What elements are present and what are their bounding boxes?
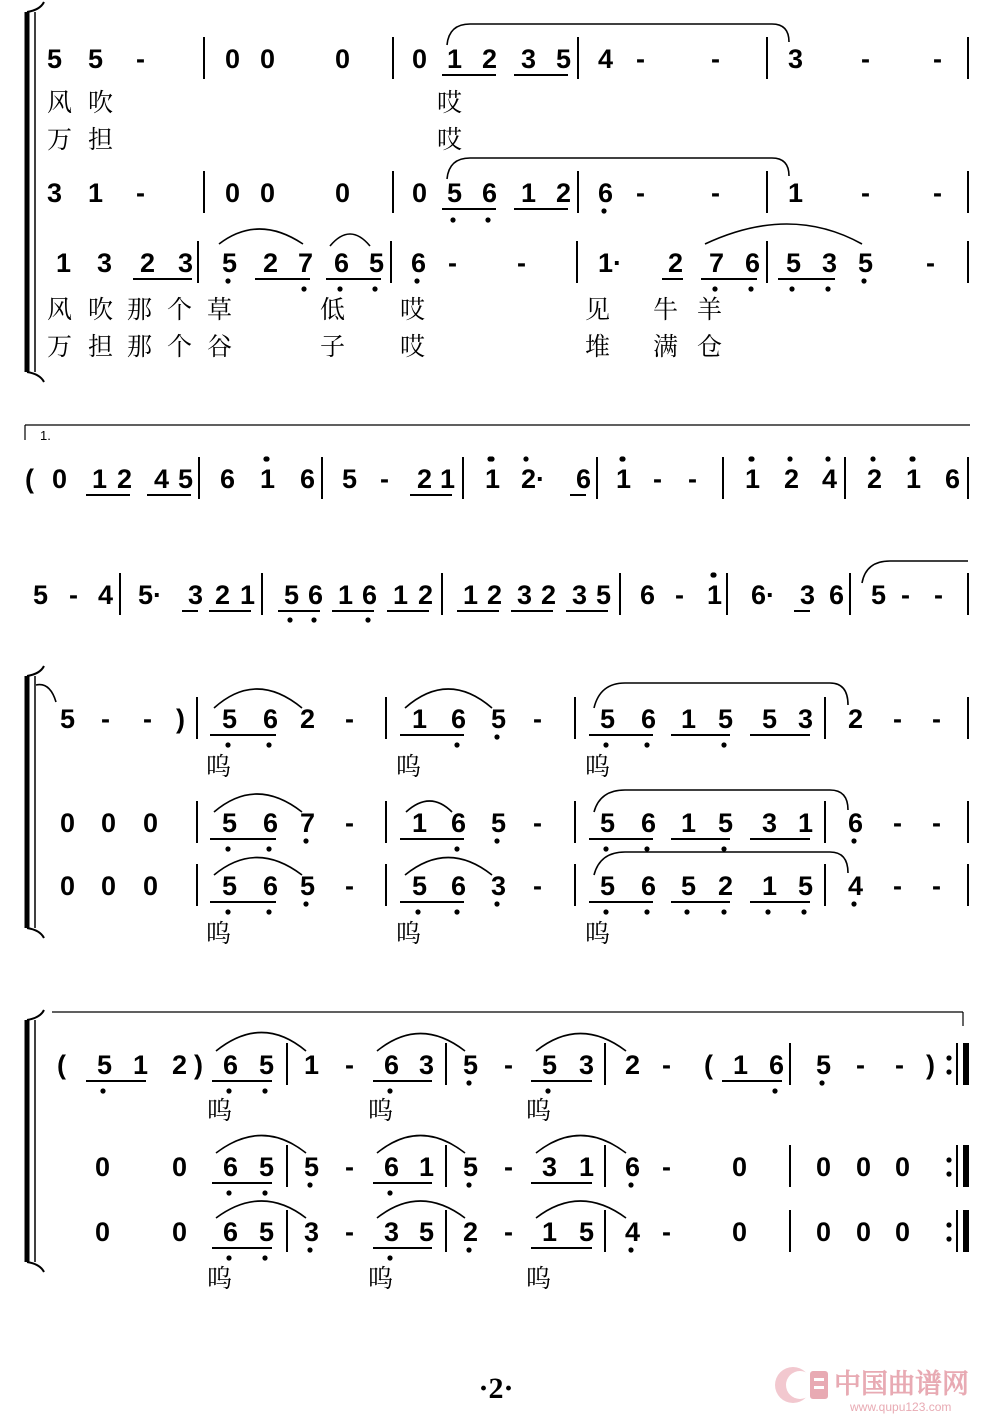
dash-note: - [345, 1050, 354, 1080]
note: 2 [117, 464, 133, 494]
note: 0 [816, 1152, 832, 1182]
dash-note: - [143, 704, 152, 734]
lyric: 万 [47, 125, 73, 154]
parenthesis: ) [176, 704, 185, 734]
note: 2 [300, 704, 316, 734]
note: 7 [300, 808, 316, 838]
dash-note: - [345, 808, 354, 838]
note: 6 [451, 871, 467, 901]
high-octave-dot [749, 456, 754, 461]
note: 5 [542, 1050, 558, 1080]
note: 3 [572, 580, 588, 610]
note: 1 [579, 1152, 595, 1182]
note: 1 [260, 464, 276, 494]
note: 6· [751, 580, 776, 610]
note: 5 [600, 704, 616, 734]
watermark-url: www.qupu123.com [850, 1400, 952, 1414]
lyric: 呜 [526, 1096, 552, 1125]
note: 6 [576, 464, 592, 494]
lyric: 个 [167, 332, 193, 361]
dash-note: - [504, 1217, 513, 1247]
note: 5 [858, 248, 874, 278]
dash-note: - [653, 464, 662, 494]
note: 6 [848, 808, 864, 838]
note: 0 [335, 44, 351, 74]
note: 3 [384, 1217, 400, 1247]
note: 6 [482, 178, 498, 208]
note: 0 [732, 1217, 748, 1247]
lyric: 草 [207, 295, 233, 324]
dash-note: - [636, 44, 645, 74]
dash-note: - [893, 871, 902, 901]
note: 5 [259, 1050, 275, 1080]
high-octave-dot [910, 456, 915, 461]
dash-note: - [933, 178, 942, 208]
note: 5 [718, 808, 734, 838]
note: 3 [47, 178, 63, 208]
note: 1 [681, 704, 697, 734]
note: 1 [412, 808, 428, 838]
dash-note: - [662, 1217, 671, 1247]
note: 0 [172, 1152, 188, 1182]
note: 2 [668, 248, 684, 278]
note: 2 [140, 248, 156, 278]
note: 2 [172, 1050, 188, 1080]
note: 5 [596, 580, 612, 610]
note: 1 [440, 464, 456, 494]
lyric: 呜 [526, 1264, 552, 1293]
note: 5 [816, 1050, 832, 1080]
note: 5 [60, 704, 76, 734]
note: 6 [945, 464, 961, 494]
note: 6 [384, 1152, 400, 1182]
note: 3 [419, 1050, 435, 1080]
dash-note: - [893, 808, 902, 838]
note: 5 [419, 1217, 435, 1247]
lyric: 那 [127, 332, 153, 361]
parenthesis: ) [194, 1050, 203, 1080]
page-number: ·2· [478, 1372, 514, 1405]
note: 0 [732, 1152, 748, 1182]
note: 5 [97, 1050, 113, 1080]
note: 3 [822, 248, 838, 278]
note: 6 [745, 248, 761, 278]
note: 3 [800, 580, 816, 610]
note: 5 [369, 248, 385, 278]
dash-note: - [533, 871, 542, 901]
lyric: 堆 [585, 332, 611, 361]
dash-note: - [662, 1152, 671, 1182]
note: 6 [220, 464, 236, 494]
note: 0 [60, 871, 76, 901]
lyric: 仓 [697, 332, 723, 361]
note: 3 [788, 44, 804, 74]
lyric: 呜 [396, 919, 422, 948]
note: 0 [335, 178, 351, 208]
note: 2 [625, 1050, 641, 1080]
note: 6 [300, 464, 316, 494]
note: 5 [556, 44, 572, 74]
note: 6 [263, 704, 279, 734]
note: 5 [463, 1152, 479, 1182]
note: 0 [225, 178, 241, 208]
note: 5 [786, 248, 802, 278]
note: 0 [101, 871, 117, 901]
lyric: 那 [127, 295, 153, 324]
note: 2 [463, 1217, 479, 1247]
high-octave-dot [620, 456, 625, 461]
dash-note: - [675, 580, 684, 610]
dash-note: - [533, 808, 542, 838]
note: 5 [222, 704, 238, 734]
dash-note: - [517, 248, 526, 278]
note: 6 [411, 248, 427, 278]
notation-layer [25, 44, 960, 1247]
note: 0 [856, 1152, 872, 1182]
note: 5 [222, 248, 238, 278]
note: 3 [798, 704, 814, 734]
note: 1 [447, 44, 463, 74]
note: 2 [418, 580, 434, 610]
high-octave-dot [264, 456, 269, 461]
note: 6 [362, 580, 378, 610]
dash-note: - [934, 580, 943, 610]
note: 2 [215, 580, 231, 610]
note: 6 [641, 871, 657, 901]
lyric: 哎 [400, 295, 426, 324]
high-octave-dot [711, 572, 716, 577]
note: 1 [521, 178, 537, 208]
note: 6 [451, 704, 467, 734]
note: 5 [463, 1050, 479, 1080]
lyric: 个 [167, 295, 193, 324]
note: 3 [762, 808, 778, 838]
note: 1 [133, 1050, 149, 1080]
note: 2 [417, 464, 433, 494]
note: 2 [487, 580, 503, 610]
note: 1 [338, 580, 354, 610]
note: 6 [598, 178, 614, 208]
note: 0 [143, 808, 159, 838]
note: 2 [556, 178, 572, 208]
note: 4 [154, 464, 170, 494]
note: 6 [308, 580, 324, 610]
dash-note: - [69, 580, 78, 610]
note: 5· [138, 580, 163, 610]
note: 1 [542, 1217, 558, 1247]
note: 0 [260, 44, 276, 74]
note: 3 [542, 1152, 558, 1182]
note: 0 [60, 808, 76, 838]
lyric: 担 [88, 332, 114, 361]
lyric: 万 [47, 332, 73, 361]
dash-note: - [504, 1152, 513, 1182]
dash-note: - [861, 44, 870, 74]
system-1-structure [27, 2, 968, 382]
volta-bracket-label: 1. [40, 428, 51, 443]
lyric: 呜 [207, 1096, 233, 1125]
dash-note: - [893, 704, 902, 734]
note: 4 [98, 580, 114, 610]
dash-note: - [895, 1050, 904, 1080]
lyric: 风 [47, 88, 73, 117]
dash-note: - [662, 1050, 671, 1080]
note: 2 [867, 464, 883, 494]
note: 4 [848, 871, 864, 901]
note: 1 [733, 1050, 749, 1080]
dash-note: - [861, 178, 870, 208]
note: 4 [598, 44, 614, 74]
note: 2 [482, 44, 498, 74]
note: 5 [762, 704, 778, 734]
note: 3 [517, 580, 533, 610]
note: 0 [895, 1217, 911, 1247]
note: 0 [143, 871, 159, 901]
note: 6 [223, 1217, 239, 1247]
note: 6 [384, 1050, 400, 1080]
note: 1 [463, 580, 479, 610]
lyric: 谷 [207, 332, 233, 361]
note: 7 [298, 248, 314, 278]
note: 1 [616, 464, 632, 494]
dash-note: - [932, 808, 941, 838]
note: 0 [816, 1217, 832, 1247]
note: 5 [579, 1217, 595, 1247]
dash-note: - [926, 248, 935, 278]
note: 0 [856, 1217, 872, 1247]
note: 1 [745, 464, 761, 494]
lyric: 子 [320, 332, 346, 361]
note: 5 [447, 178, 463, 208]
dash-note: - [688, 464, 697, 494]
lyric: 哎 [437, 88, 463, 117]
watermark-name: 中国曲谱网 [834, 1369, 969, 1400]
lyric: 担 [88, 125, 114, 154]
note: 5 [47, 44, 63, 74]
note: 1 [681, 808, 697, 838]
note: 1 [788, 178, 804, 208]
note: 3 [579, 1050, 595, 1080]
dash-note: - [932, 871, 941, 901]
dash-note: - [932, 704, 941, 734]
note: 6 [223, 1050, 239, 1080]
lyric: 哎 [400, 332, 426, 361]
note: 6 [769, 1050, 785, 1080]
dash-note: - [136, 178, 145, 208]
parenthesis: ( [25, 464, 34, 494]
note: 3 [97, 248, 113, 278]
note: 6 [641, 808, 657, 838]
note: 7 [709, 248, 725, 278]
dash-note: - [345, 871, 354, 901]
lyric: 呜 [368, 1096, 394, 1125]
note: 1 [412, 704, 428, 734]
note: 5 [300, 871, 316, 901]
dash-note: - [933, 44, 942, 74]
dash-note: - [101, 704, 110, 734]
note: 2 [263, 248, 279, 278]
note: 3 [178, 248, 194, 278]
lyric: 呜 [585, 752, 611, 781]
note: 5 [718, 704, 734, 734]
note: 1 [762, 871, 778, 901]
note: 0 [895, 1152, 911, 1182]
lyric: 呜 [207, 1264, 233, 1293]
lyric: 哎 [437, 125, 463, 154]
note: 5 [491, 704, 507, 734]
note: 3 [188, 580, 204, 610]
note: 1 [707, 580, 723, 610]
note: 2 [541, 580, 557, 610]
parenthesis: ( [704, 1050, 713, 1080]
lyric: 吹 [88, 295, 114, 324]
note: 5 [304, 1152, 320, 1182]
note: 1 [419, 1152, 435, 1182]
note: 5 [88, 44, 104, 74]
note: 6 [334, 248, 350, 278]
note: 5 [342, 464, 358, 494]
note: 0 [101, 808, 117, 838]
lyric: 低 [320, 295, 346, 324]
dash-note: - [636, 178, 645, 208]
note: 4 [625, 1217, 641, 1247]
note: 4 [822, 464, 838, 494]
note: 1 [240, 580, 256, 610]
note: 5 [600, 871, 616, 901]
note: 0 [95, 1152, 111, 1182]
dash-note: - [901, 580, 910, 610]
note: 2 [784, 464, 800, 494]
note: 5 [33, 580, 49, 610]
dash-note: - [711, 44, 720, 74]
note: 5 [798, 871, 814, 901]
dash-note: - [504, 1050, 513, 1080]
note: 2 [718, 871, 734, 901]
lyric: 风 [47, 295, 73, 324]
note: 0 [52, 464, 68, 494]
note: 5 [284, 580, 300, 610]
note: 6 [625, 1152, 641, 1182]
note: 5 [178, 464, 194, 494]
note: 6 [640, 580, 656, 610]
note: 6 [263, 871, 279, 901]
lyric: 呜 [206, 919, 232, 948]
note: 6 [223, 1152, 239, 1182]
lyric: 呜 [396, 752, 422, 781]
dash-note: - [448, 248, 457, 278]
note: 1 [92, 464, 108, 494]
note: 1 [485, 464, 501, 494]
note: 1· [598, 248, 623, 278]
note: 6 [451, 808, 467, 838]
note: 5 [491, 808, 507, 838]
note: 0 [172, 1217, 188, 1247]
note: 1 [304, 1050, 320, 1080]
note: 5 [259, 1217, 275, 1247]
note: 0 [260, 178, 276, 208]
parenthesis: ( [57, 1050, 66, 1080]
note: 6 [263, 808, 279, 838]
note: 5 [871, 580, 887, 610]
note: 0 [412, 44, 428, 74]
dash-note: - [345, 704, 354, 734]
note: 5 [259, 1152, 275, 1182]
note: 1 [88, 178, 104, 208]
lyric: 呜 [368, 1264, 394, 1293]
note: 1 [906, 464, 922, 494]
watermark [775, 1367, 969, 1414]
note: 5 [222, 871, 238, 901]
dash-note: - [533, 704, 542, 734]
dash-note: - [345, 1217, 354, 1247]
dash-note: - [380, 464, 389, 494]
note: 2· [521, 464, 546, 494]
note: 3 [491, 871, 507, 901]
note: 1 [798, 808, 814, 838]
note: 1 [56, 248, 72, 278]
lyric: 羊 [697, 295, 723, 324]
note: 6 [829, 580, 845, 610]
lyric: 牛 [653, 295, 679, 324]
qupu-logo-icon [775, 1367, 828, 1403]
note: 6 [641, 704, 657, 734]
note: 3 [521, 44, 537, 74]
note: 5 [412, 871, 428, 901]
note: 0 [412, 178, 428, 208]
high-octave-dot [489, 456, 494, 461]
note: 0 [225, 44, 241, 74]
dash-note: - [856, 1050, 865, 1080]
parenthesis: ) [926, 1050, 935, 1080]
lyric: 见 [585, 295, 611, 324]
lyric: 呜 [585, 919, 611, 948]
note: 5 [222, 808, 238, 838]
note: 2 [848, 704, 864, 734]
note: 5 [600, 808, 616, 838]
dash-note: - [711, 178, 720, 208]
note: 3 [304, 1217, 320, 1247]
note: 5 [681, 871, 697, 901]
dash-note: - [136, 44, 145, 74]
note: 1 [393, 580, 409, 610]
note: 0 [95, 1217, 111, 1247]
lyric: 满 [653, 332, 679, 361]
dash-note: - [345, 1152, 354, 1182]
lyric: 吹 [88, 88, 114, 117]
lyric: 呜 [206, 752, 232, 781]
